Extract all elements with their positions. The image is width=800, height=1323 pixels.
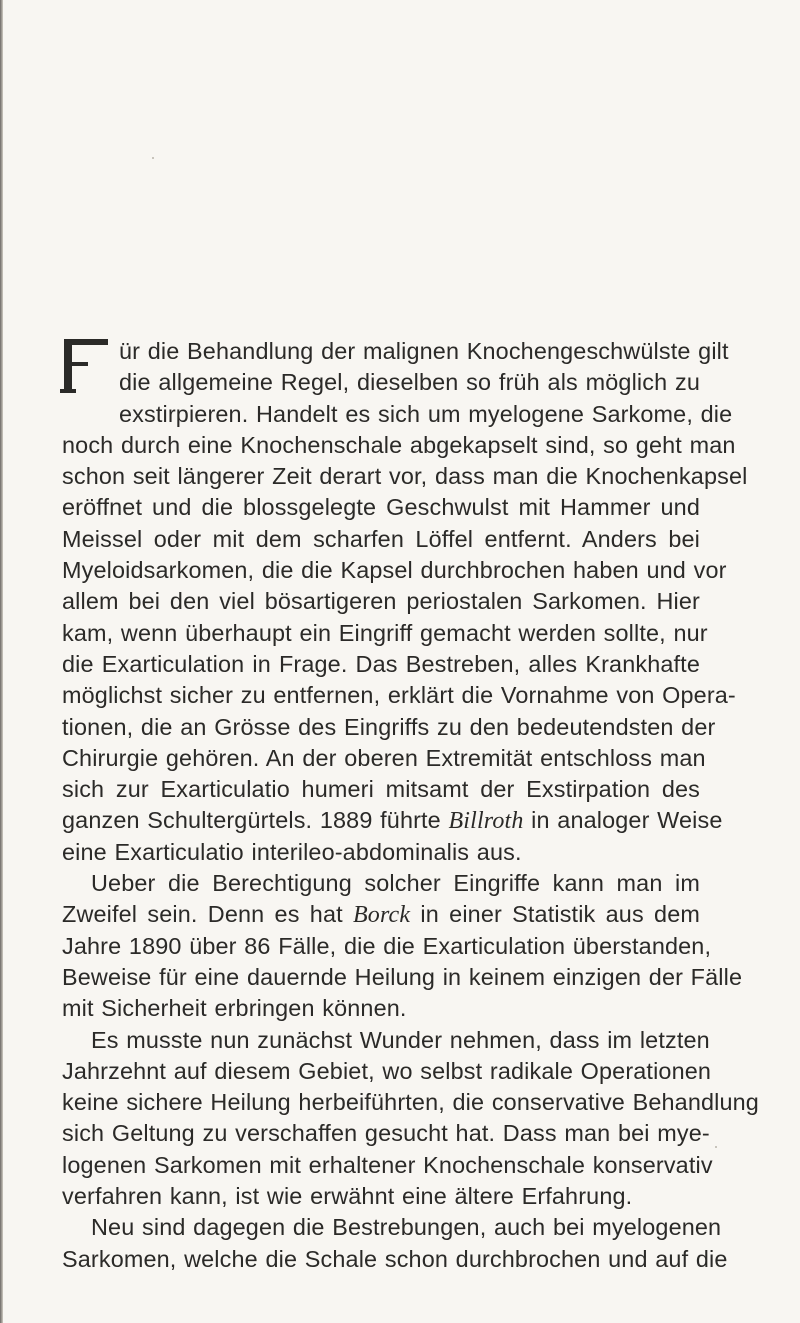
- text-line: sich zur Exarticulatio humeri mitsamt der Exstirpation des: [62, 776, 700, 803]
- text-line: logenen Sarkomen mit erhaltener Knochenschale konservativ: [62, 1151, 713, 1178]
- text-line: Beweise für eine dauernde Heilung in keinem einzigen der Fälle: [62, 963, 743, 990]
- text-line: Jahrzehnt auf diesem Gebiet, wo selbst radikale Operationen: [62, 1057, 712, 1084]
- person-name-borck: Borck: [353, 902, 411, 929]
- text-line: noch durch eine Knochenschale abgekapselt sind, so geht man: [62, 431, 736, 458]
- text-line: mit Sicherheit erbringen können.: [62, 995, 407, 1022]
- text-line: keine sichere Heilung herbeiführten, die conservative Behandlung: [62, 1089, 759, 1116]
- text-line: exstirpieren. Handelt es sich um myelogene Sarkome, die: [119, 400, 733, 427]
- text-line: schon seit längerer Zeit derart vor, dass man die Knochenkapsel: [62, 463, 748, 490]
- text-line-with-name: [62, 805, 723, 836]
- text-line: ür die Behandlung der malignen Knochengeschwülste gilt: [119, 338, 729, 364]
- text-line-with-name: [62, 899, 700, 930]
- text-line: eine Exarticulatio interileo-abdominalis aus.: [62, 838, 522, 865]
- paper-speck: [715, 1146, 717, 1148]
- text-fragment: in einer Statistik aus dem: [410, 901, 700, 928]
- text-line: verfahren kann, ist wie erwähnt eine ältere Erfahrung.: [62, 1183, 633, 1210]
- text-line: Sarkomen, welche die Schale schon durchbrochen und auf die: [62, 1245, 728, 1272]
- body-text: [62, 336, 759, 1275]
- text-line: möglichst sicher zu entfernen, erklärt die Vornahme von Opera-: [62, 682, 736, 709]
- text-line: eröffnet und die blossgelegte Geschwulst mit Hammer und: [62, 494, 700, 521]
- text-line: die allgemeine Regel, dieselben so früh als möglich zu: [119, 369, 700, 396]
- text-line: Jahre 1890 über 86 Fälle, die die Exarticulation überstanden,: [62, 932, 712, 959]
- page-binding-edge: [0, 0, 3, 1323]
- text-fragment: ganzen Schultergürtels. 1889 führte: [62, 807, 449, 834]
- text-line: tionen, die an Grösse des Eingriffs zu den bedeutendsten der: [62, 713, 716, 740]
- paper-speck: [152, 157, 154, 159]
- text-fragment: Zweifel sein. Denn es hat: [62, 901, 353, 928]
- text-line: Es musste nun zunächst Wunder nehmen, dass im letzten: [91, 1026, 710, 1053]
- person-name-billroth: Billroth: [448, 808, 524, 835]
- text-line: Chirurgie gehören. An der oberen Extremität entschloss man: [62, 744, 706, 771]
- text-line: sich Geltung zu verschaffen gesucht hat. Dass man bei mye-: [62, 1120, 710, 1147]
- text-line: die Exarticulation in Frage. Das Bestreben, alles Krankhafte: [62, 650, 700, 677]
- text-line: Neu sind dagegen die Bestrebungen, auch bei myelogenen: [91, 1214, 722, 1241]
- text-line: Meissel oder mit dem scharfen Löffel entfernt. Anders bei: [62, 525, 700, 552]
- text-line: allem bei den viel bösartigeren periostalen Sarkomen. Hier: [62, 588, 700, 615]
- text-fragment: in analoger Weise: [523, 807, 723, 834]
- text-line: kam, wenn überhaupt ein Eingriff gemacht werden sollte, nur: [62, 619, 708, 646]
- text-line: Myeloidsarkomen, die die Kapsel durchbrochen haben und vor: [62, 557, 727, 584]
- text-line: Ueber die Berechtigung solcher Eingriffe kann man im: [91, 870, 700, 897]
